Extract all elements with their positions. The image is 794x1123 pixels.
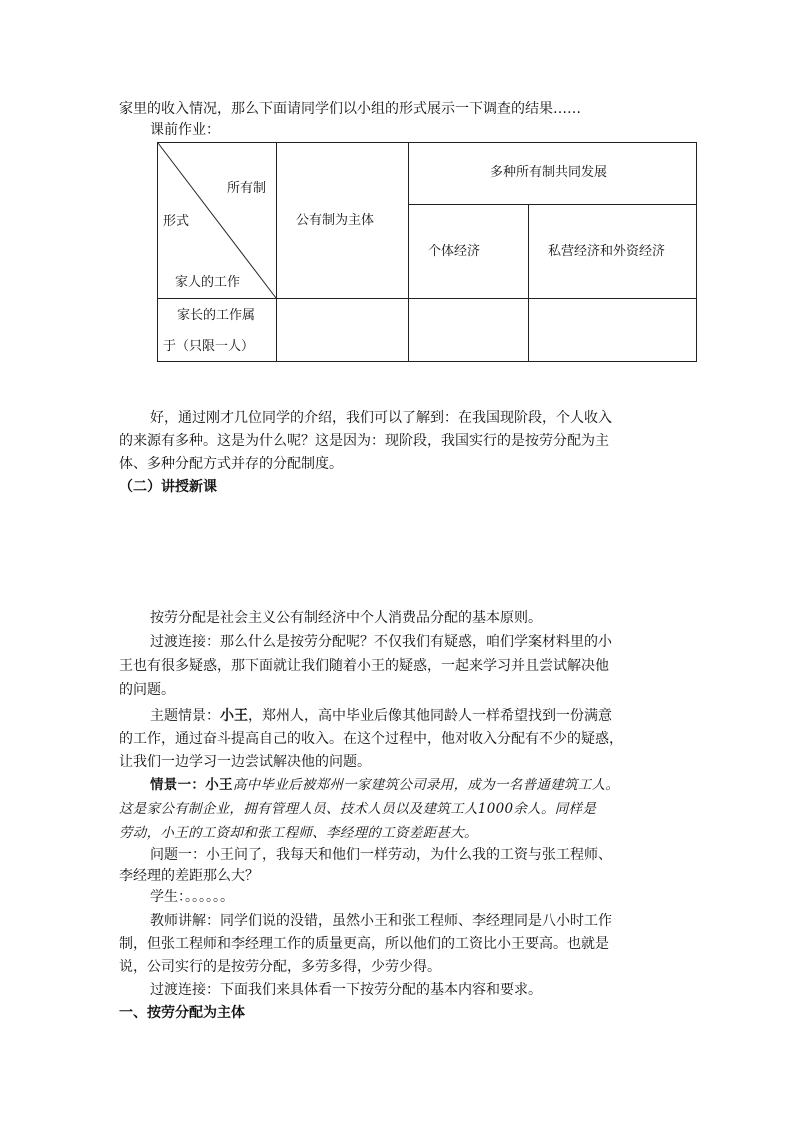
table-border-right	[696, 142, 697, 362]
theme-name: 小王	[220, 708, 248, 724]
corner-mid-label: 形式	[163, 214, 190, 229]
row-label-line1: 家长的工作属	[177, 308, 256, 323]
theme-line1	[150, 706, 612, 726]
homework-label: 课前作业：	[150, 122, 220, 138]
theme-line2: 的工作，通过奋斗提高自己的收入。在这个过程中，他对收入分配有不少的疑惑，	[119, 731, 623, 747]
transition1-line3: 的问题。	[119, 682, 175, 698]
row-label-line2: 于（只限一人）	[163, 339, 255, 354]
transition1-line2: 王也有很多疑惑，那下面就让我们随着小王的疑惑，一起来学习并且尝试解决他	[119, 658, 609, 674]
intro-line: 家里的收入情况，那么下面请同学们以小组的形式展示一下调查的结果……	[119, 101, 581, 117]
teacher-line3: 说，公司实行的是按劳分配，多劳多得，少劳少得。	[119, 959, 441, 975]
scenario1-line1	[150, 775, 619, 795]
scenario1-label: 情景一：小王	[150, 777, 233, 793]
scenario1-line2: 这是家公有制企业，拥有管理人员、技术人员以及建筑工人1000余人。同样是	[119, 801, 597, 817]
header-individual: 个体经济	[428, 244, 481, 259]
teacher-line1: 教师讲解：同学们说的没错，虽然小王和张工程师、李经理同是八小时工作	[150, 913, 612, 929]
theme-line1-rest: ，郑州人，高中毕业后像其他同龄人一样希望找到一份满意	[248, 708, 612, 724]
section-one-heading: 一、按劳分配为主体	[119, 1005, 245, 1021]
theme-label: 主题情景：	[150, 708, 220, 724]
para1-line2: 的来源有多种。这是为什么呢？这是因为：现阶段，我国实行的是按劳分配为主	[119, 433, 609, 449]
header-public: 公有制为主体	[296, 213, 375, 228]
scenario1-line3: 劳动，小王的工资却和张工程师、李经理的工资差距甚大。	[119, 825, 478, 841]
section2-heading: （二）讲授新课	[119, 479, 217, 495]
student-line: 学生：。。。。。。	[150, 889, 234, 905]
table-divider-header	[408, 204, 697, 205]
principle-text: 按劳分配是社会主义公有制经济中个人消费品分配的基本原则。	[150, 610, 542, 626]
survey-table	[157, 142, 697, 362]
corner-bottom-label: 家人的工作	[175, 275, 241, 290]
question1-line2: 李经理的差距那么大？	[119, 868, 259, 884]
header-private: 私营经济和外资经济	[548, 244, 666, 259]
question1-line1: 问题一：小王问了，我每天和他们一样劳动，为什么我的工资与张工程师、	[150, 847, 612, 863]
corner-top-label: 所有制	[227, 181, 267, 196]
para1-line1: 好，通过刚才几位同学的介绍，我们可以了解到：在我国现阶段，个人收入	[150, 410, 612, 426]
transition1-line1: 过渡连接：那么什么是按劳分配呢？不仅我们有疑惑，咱们学案材料里的小	[150, 634, 612, 650]
table-border-bottom	[157, 361, 697, 362]
table-col-divider-2	[408, 142, 409, 362]
header-multi: 多种所有制共同发展	[490, 165, 608, 180]
scenario1-line1-rest: 高中毕业后被郑州一家建筑公司录用，成为一名普通建筑工人。	[232, 777, 620, 793]
table-col-divider-3	[528, 204, 529, 362]
theme-line3: 让我们一边学习一边尝试解决他的问题。	[119, 754, 371, 770]
transition2-line: 过渡连接：下面我们来具体看一下按劳分配的基本内容和要求。	[150, 982, 542, 998]
teacher-line2: 制，但张工程师和李经理工作的质量更高，所以他们的工资比小王要高。也就是	[119, 936, 609, 952]
para1-line3: 体、多种分配方式并存的分配制度。	[119, 456, 343, 472]
